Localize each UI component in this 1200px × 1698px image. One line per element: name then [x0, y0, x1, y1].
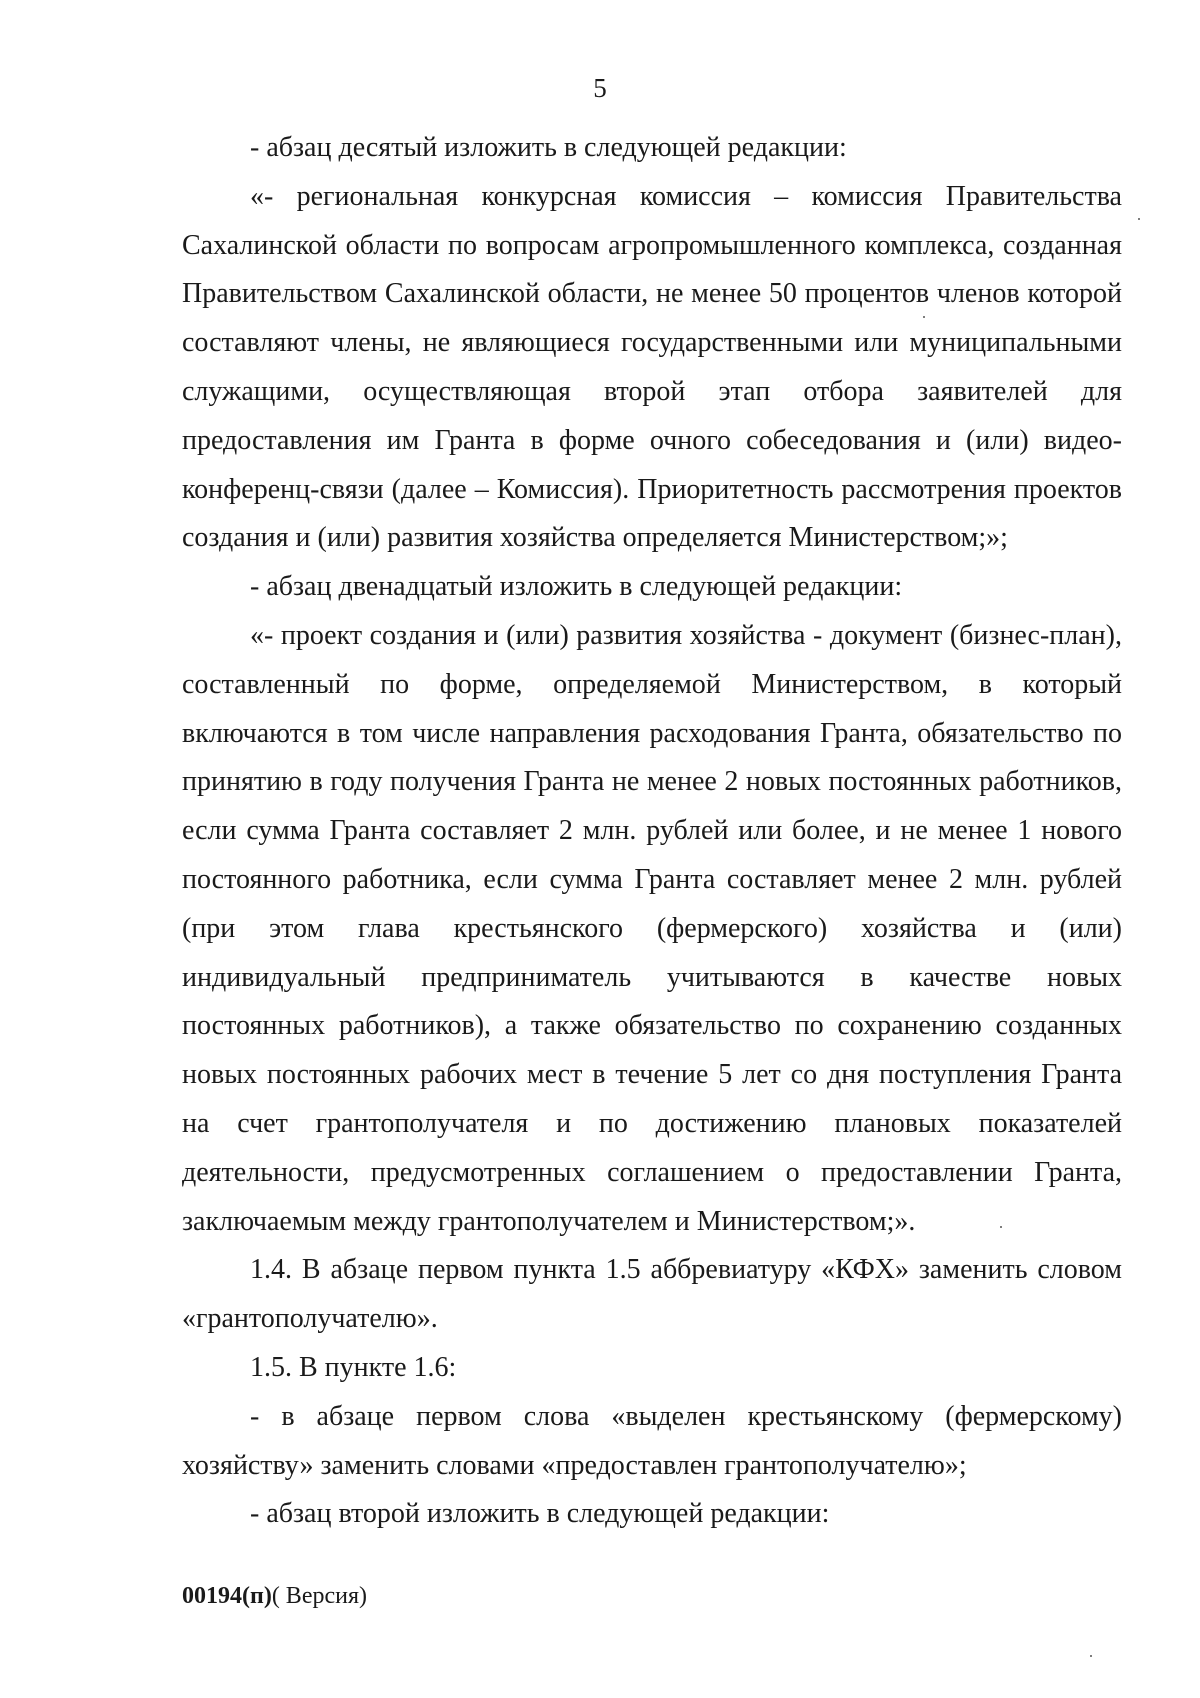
- paragraph-5: 1.4. В абзаце первом пункта 1.5 аббревиатуру «КФХ» заменить словом «грантополучателю».: [182, 1254, 1122, 1335]
- scan-speck: [1138, 218, 1140, 220]
- paragraph-2: «- региональная конкурсная комиссия – комиссия Правительства Сахалинской области по вопросам агропромышленного комплекса, созданная Правительством Сахалинской области, не менее 50 процентов членов которой составляют члены, не являющиеся государственными или муниципальными служащими, осуществляющая второй этап отбора заявителей для предоставления им Гранта в форме очного собеседования и (или) видео-конференц-связи (далее – Комиссия). Приоритетность рассмотрения проектов создания и (или) развития хозяйства определяется Министерством;»;: [182, 180, 1122, 554]
- paragraph-1: - абзац десятый изложить в следующей редакции:: [250, 132, 847, 163]
- document-code: 00194(п): [182, 1583, 272, 1609]
- page-number: 5: [593, 73, 607, 103]
- paragraph-6: 1.5. В пункте 1.6:: [250, 1351, 457, 1383]
- scan-speck: [923, 316, 925, 318]
- document-version: ( Версия): [271, 1583, 367, 1609]
- document-footer: [182, 1581, 367, 1611]
- paragraph-3: - абзац двенадцатый изложить в следующей редакции:: [250, 571, 903, 603]
- scan-speck: [1000, 1226, 1002, 1228]
- paragraph-7: - в абзаце первом слова «выделен крестьянскому (фермерскому) хозяйству» заменить словами «предоставлен грантополучателю»;: [182, 1400, 1122, 1481]
- scan-speck: [1090, 1655, 1092, 1657]
- paragraph-4: «- проект создания и (или) развития хозяйства - документ (бизнес-план), составленный по форме, определяемой Министерством, в который включаются в том числе направления расходования Гранта, обязательство по принятию в году получения Гранта не менее 2 новых постоянных работников, если сумма Гранта составляет 2 млн. рублей или более, и не менее 1 нового постоянного работника, если сумма Гранта составляет менее 2 млн. рублей (при этом глава крестьянского (фермерского) хозяйства и (или) индивидуальный предприниматель учитываются в качестве новых постоянных работников), а также обязательство по сохранению созданных новых постоянных рабочих мест в течение 5 лет со дня поступления Гранта на счет грантополучателя и по достижению плановых показателей деятельности, предусмотренных соглашением о предоставлении Гранта, заключаемым между грантополучателем и Министерством;».: [182, 619, 1122, 1237]
- document-body: [182, 124, 1122, 1539]
- paragraph-8: - абзац второй изложить в следующей редакции:: [250, 1498, 830, 1530]
